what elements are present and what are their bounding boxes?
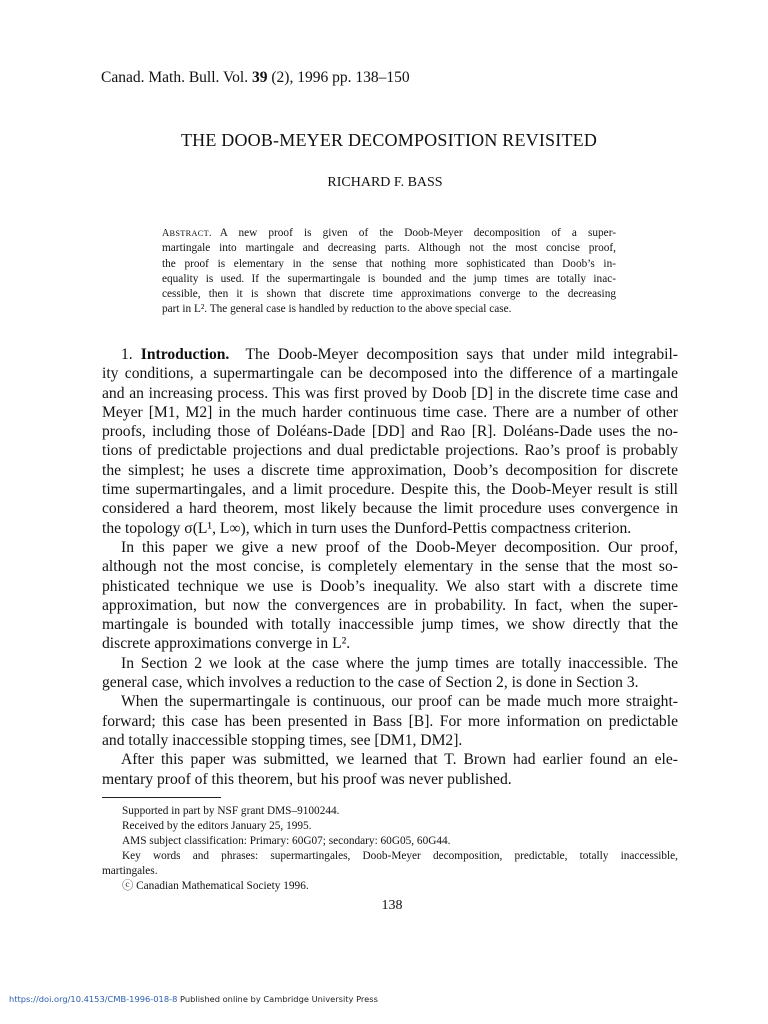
intro-line-3: and an increasing process. This was first proved by Doob [D] in the discrete time case and — [102, 384, 678, 402]
footnotes — [102, 804, 678, 895]
para4-line-3: and totally inaccessible stopping times, see [DM1, DM2]. — [102, 731, 463, 749]
published-online-text: Published online by Cambridge University Press — [177, 994, 378, 1004]
intro-text-1: The Doob-Meyer decomposition says that under mild integrabil- — [245, 346, 678, 363]
intro-line-7: the simplest; he uses a discrete time approximation, Doob’s decomposition for discrete — [102, 461, 678, 479]
para3-line-1: In Section 2 we look at the case where the jump times are totally inaccessible. The — [121, 654, 678, 672]
para2-line-1: In this paper we give a new proof of the Doob-Meyer decomposition. Our proof, — [121, 538, 678, 556]
abstract-line-1 — [162, 226, 616, 241]
abstract-line-6: part in L². The general case is handled by reduction to the above special case. — [162, 303, 512, 316]
para4-line-1: When the supermartingale is continuous, our proof can be made much more straight- — [121, 693, 678, 711]
footnote-copyright: ⓒ Canadian Mathematical Society 1996. — [122, 880, 309, 893]
para4-line-2: forward; this case has been presented in Bass [B]. For more information on predictable — [102, 712, 678, 730]
doi-footer — [9, 994, 378, 1004]
journal-prefix: Canad. Math. Bull. Vol. — [101, 69, 252, 86]
intro-line-1 — [102, 345, 678, 364]
abstract-line-3: the proof is elementary in the sense that nothing more sophisticated than Doob’s in- — [162, 257, 616, 270]
para2-line-5: martingale is bounded with totally inaccessible jump times, we show directly that the — [102, 616, 678, 634]
para5-line-1: After this paper was submitted, we learned that T. Brown had earlier found an ele- — [121, 751, 678, 769]
intro-line-9: considered a hard theorem, most likely because the limit procedure uses convergence in — [102, 500, 678, 518]
footnote-ams-classification: AMS subject classification: Primary: 60G07; secondary: 60G05, 60G44. — [122, 835, 451, 848]
section-heading: Introduction. — [140, 346, 230, 363]
para2-line-6: discrete approximations converge in L². — [102, 635, 351, 653]
para2-line-2: although not the most concise, is completely elementary in the sense that the most so- — [102, 558, 678, 576]
intro-line-6: tions of predictable projections and dual predictable projections. Rao’s proof is probably — [102, 442, 678, 460]
page-number: 138 — [381, 898, 403, 913]
abstract — [162, 226, 616, 318]
abstract-line-4: equality is used. If the supermartingale is bounded and the jump times are totally inac- — [162, 272, 616, 285]
intro-line-5: proofs, including those of Doléans-Dade [DD] and Rao [R]. Doléans-Dade uses the no- — [102, 423, 678, 441]
para3-line-2: general case, which involves a reduction to the case of Section 2, is done in Section 3. — [102, 674, 639, 692]
intro-line-10: the topology σ(L¹, L∞), which in turn uses the Dunford-Pettis compactness criterion. — [102, 519, 632, 537]
para2-line-3: phisticated technique we use is Doob’s inequality. We also start with a discrete time — [102, 577, 678, 595]
footnote-keywords-continued: martingales. — [102, 865, 158, 878]
paper-title: THE DOOB-MEYER DECOMPOSITION REVISITED — [180, 130, 598, 150]
para2-line-4: approximation, but now the convergences are in probability. In fact, when the super- — [102, 596, 678, 614]
introduction-section — [102, 345, 678, 789]
abstract-label: ABSTRACT. — [162, 228, 212, 239]
intro-line-2: ity conditions, a supermartingale can be decomposed into the difference of a martingale — [102, 365, 678, 383]
footnote-received: Received by the editors January 25, 1995. — [122, 820, 312, 833]
paper-author: RICHARD F. BASS — [327, 175, 443, 190]
intro-line-4: Meyer [M1, M2] in the much harder continuous time case. There are a number of other — [102, 403, 678, 421]
section-number: 1. — [121, 346, 133, 363]
footnote-keywords: Key words and phrases: supermartingales, Doob-Meyer decomposition, predictable, totally inaccessible, — [122, 850, 678, 863]
journal-volume: 39 — [252, 69, 268, 86]
abstract-line-5: cessible, then it is shown that discrete time approximations converge to the decreasing — [162, 288, 616, 301]
footnote-support: Supported in part by NSF grant DMS–9100244. — [122, 805, 340, 817]
para5-line-2: mentary proof of this theorem, but his proof was never published. — [102, 770, 512, 788]
journal-citation — [101, 69, 410, 87]
journal-suffix: (2), 1996 pp. 138–150 — [267, 69, 410, 86]
abstract-line-2: martingale into martingale and decreasing parts. Although not the most concise proof, — [162, 242, 616, 255]
doi-link[interactable]: https://doi.org/10.4153/CMB-1996-018-8 — [9, 994, 178, 1004]
abstract-text-1: A new proof is given of the Doob-Meyer decomposition of a super- — [219, 227, 616, 239]
footnote-divider — [102, 797, 221, 798]
intro-line-8: time supermartingales, and a limit procedure. Despite this, the Doob-Meyer result is still — [102, 481, 678, 499]
